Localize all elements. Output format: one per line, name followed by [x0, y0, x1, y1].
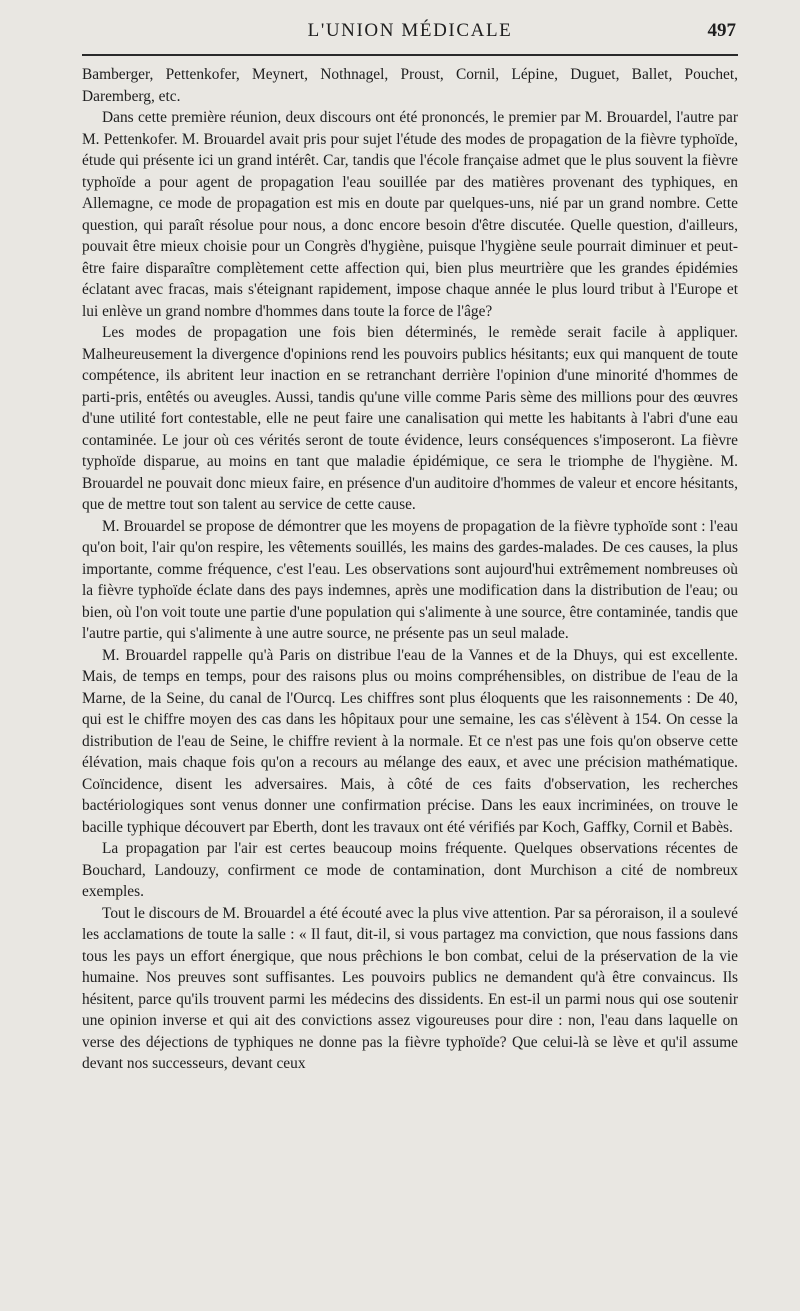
- header-rule: [82, 54, 738, 56]
- page-number: 497: [707, 20, 736, 41]
- paragraph-5: M. Brouardel rappelle qu'à Paris on distribue l'eau de la Vannes et de la Dhuys, qui est excellente. Mais, de temps en temps, pour des raisons plus ou moins compréhensibles, on distribue de l'eau de la Marne, de la Seine, du canal de l'Ourcq. Les chiffres sont plus éloquents que les raisonnements : De 40, qui est le chiffre moyen des cas dans les hôpitaux pour une semaine, les cas s'élèvent à 154. On cesse la distribution de l'eau de Seine, le chiffre revient à la normale. Et ce n'est pas une fois qu'on observe cette élévation, mais chaque fois qu'on a recours au mélange des eaux, et avec une précision mathématique. Coïncidence, disent les adversaires. Mais, à côté de ces faits d'observation, les recherches bactériologiques sont venus donner une confirmation précise. Dans les eaux incriminées, on trouve le bacille typhique découvert par Eberth, dont les travaux ont été vérifiés par Koch, Gaffky, Cornil et Babès.: [82, 646, 738, 836]
- article-body: [82, 64, 738, 1075]
- paragraph-2: Dans cette première réunion, deux discours ont été prononcés, le premier par M. Brouardel, l'autre par M. Pettenkofer. M. Brouardel avait pris pour sujet l'étude des modes de propagation de la fièvre typhoïde, étude qui présente ici un grand intérêt. Car, tandis que l'école française admet que le plus souvent la fièvre typhoïde a pour agent de propagation l'eau souillée par des matières provenant des typhiques, en Allemagne, ce mode de propagation est mis en doute par quelques-uns, nié par un grand nombre. Cette question, qui paraît résolue pour nous, a donc encore besoin d'être discutée. Quelle question, d'ailleurs, pouvait être mieux choisie pour un Congrès d'hygiène, puisque l'hygiène seule pourrait diminuer et peut-être faire disparaître complètement cette affection qui, bien plus meurtrière que les grandes épidémies éclatant avec fracas, mais s'éteignant rapidement, impose chaque année le plus lourd tribut à l'Europe et lui enlève un grand nombre d'hommes dans toute la force de l'âge?: [82, 109, 738, 320]
- journal-title: L'UNION MÉDICALE: [307, 20, 513, 41]
- paragraph-1: Bamberger, Pettenkofer, Meynert, Nothnagel, Proust, Cornil, Lépine, Duguet, Ballet, Pouchet, Daremberg, etc.: [82, 66, 738, 105]
- paragraph-3: Les modes de propagation une fois bien déterminés, le remède serait facile à appliquer. Malheureusement la divergence d'opinions rend les pouvoirs publics hésitants; eux qui manquent de toute compétence, ils abritent leur inaction en se retranchant derrière l'opinion d'une minorité d'hommes de parti-pris, entêtés ou aveugles. Aussi, tandis qu'une ville comme Paris sème des millions pour des œuvres d'une utilité fort contestable, elle ne peut faire une canalisation qui mette les habitants à l'abri d'une eau contaminée. Le jour où ces vérités seront de toute évidence, leurs conséquences s'imposeront. La fièvre typhoïde disparue, au moins en tant que maladie épidémique, ce sera le triomphe de l'hygiène. M. Brouardel ne pouvait donc mieux faire, en présence d'un auditoire d'hommes de valeur et encore hésitants, que de mettre tout son talent au service de cette cause.: [82, 324, 738, 513]
- paragraph-6: La propagation par l'air est certes beaucoup moins fréquente. Quelques observations récentes de Bouchard, Landouzy, confirment ce mode de contamination, dont Murchison a cité de nombreux exemples.: [82, 840, 738, 900]
- running-head: [82, 18, 738, 54]
- paragraph-7: Tout le discours de M. Brouardel a été écouté avec la plus vive attention. Par sa péroraison, il a soulevé les acclamations de toute la salle : « Il faut, dit-il, si vous partagez ma conviction, que nous fassions dans tous les pays un effort énergique, que nous prêchions le bon combat, celui de la préservation de la vie humaine. Nos preuves sont suffisantes. Les pouvoirs publics ne demandent qu'à être convaincus. Ils hésitent, parce qu'ils trouvent parmi les médecins des dissidents. En est-il un parmi nous qui ose soutenir une opinion inverse et qui ait des convictions assez vigoureuses pour dire : non, l'eau dans laquelle on verse des déjections de typhiques ne donne pas la fièvre typhoïde? Que celui-là se lève et qu'il assume devant nos successeurs, devant ceux: [82, 904, 738, 1072]
- paragraph-4: M. Brouardel se propose de démontrer que les moyens de propagation de la fièvre typhoïde sont : l'eau qu'on boit, l'air qu'on respire, les vêtements souillés, les mains des gardes-malades. De ces causes, la plus importante, comme fréquence, c'est l'eau. Les observations sont aujourd'hui extrêmement nombreuses où la fièvre typhoïde éclate dans des pays indemnes, après une modification dans la distribution de l'eau; ou bien, où l'on voit toute une partie d'une population qui s'alimente à une source, être contaminée, tandis que l'autre partie, qui s'alimente à une autre source, ne présente pas un seul malade.: [82, 517, 738, 642]
